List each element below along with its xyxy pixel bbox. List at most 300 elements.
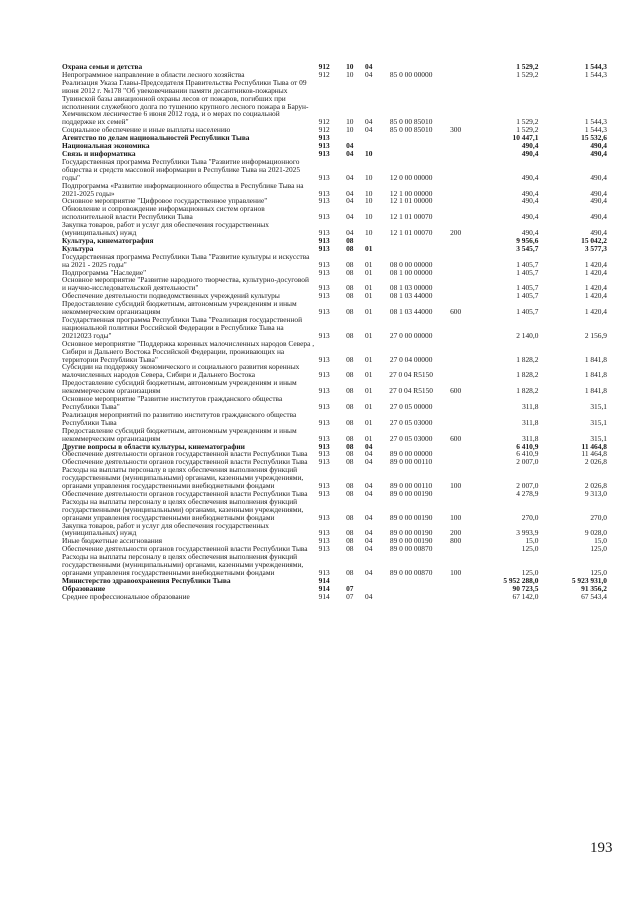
expense-type-code bbox=[443, 585, 468, 593]
table-row bbox=[62, 427, 607, 443]
row-name: Государственная программа Республики Тыва "Развитие культуры и искусства на 2021 - 2025 годы" bbox=[62, 251, 310, 269]
section-code: 04 bbox=[346, 212, 354, 222]
amount-year-1: 311,8 bbox=[522, 417, 539, 427]
amount-year-1: 490,4 bbox=[521, 196, 539, 206]
ved-code: 913 bbox=[318, 370, 330, 380]
amount-year-1: 3 993,9 bbox=[516, 528, 539, 538]
section-code: 08 bbox=[346, 283, 354, 293]
section-code: 08 bbox=[346, 441, 354, 451]
expense-type-code bbox=[443, 71, 468, 79]
amount-year-2: 490,4 bbox=[590, 228, 607, 238]
row-name: Министерство здравоохранения Республики Тыва bbox=[62, 575, 231, 585]
amount-year-2: 15 532,6 bbox=[581, 133, 607, 143]
row-name: Предоставление субсидий бюджетным, автономным учреждениям и иным некоммерческим организациям bbox=[62, 299, 297, 317]
amount-year-2: 315,1 bbox=[590, 433, 607, 443]
section-code: 08 bbox=[346, 267, 354, 277]
target-article-code bbox=[379, 593, 443, 601]
expense-type-code: 800 bbox=[450, 536, 462, 546]
target-article-code: 89 0 00 00110 bbox=[390, 457, 433, 467]
expense-type-code bbox=[443, 340, 468, 364]
subsection-code: 01 bbox=[365, 386, 373, 396]
ved-code: 913 bbox=[318, 528, 330, 538]
amount-year-1: 490,4 bbox=[521, 188, 539, 198]
subsection-code: 04 bbox=[365, 488, 373, 498]
section-code: 08 bbox=[346, 488, 354, 498]
section-code: 08 bbox=[346, 536, 354, 546]
amount-year-2: 5 923 931,0 bbox=[571, 575, 607, 585]
amount-year-2: 1 420,4 bbox=[584, 307, 607, 317]
row-name: Культура, кинематография bbox=[62, 235, 154, 245]
expense-type-code: 600 bbox=[450, 386, 462, 396]
amount-year-1: 1 405,7 bbox=[516, 283, 539, 293]
expense-type-code: 600 bbox=[450, 307, 462, 317]
page-number: 193 bbox=[590, 840, 613, 856]
subsection-code: 10 bbox=[365, 212, 373, 222]
expense-type-code: 300 bbox=[450, 125, 462, 135]
amount-year-2: 1 544,3 bbox=[584, 117, 607, 127]
section-code: 08 bbox=[346, 433, 354, 443]
target-article-code: 27 0 04 R5150 bbox=[389, 370, 433, 380]
table-row bbox=[62, 379, 607, 395]
section-code: 04 bbox=[346, 196, 354, 206]
target-article-code bbox=[379, 150, 443, 158]
expense-type-code bbox=[443, 245, 468, 253]
row-name: Реализация Указа Главы-Председателя Правительства Республики Тыва от 09 июня 2012 г. №178 "Об увековечивании памяти десантников-пожарных Тувинской базы авиационной охраны лесов от пожаров, погибших при исполнении служебного долга по тушению крупного лесного пожара в Барун-Хемчикском лесничестве 6 июня 2012 года, и о мерах по социальной поддержке их семей" bbox=[62, 77, 309, 127]
target-article-code: 27 0 00 00000 bbox=[389, 330, 433, 340]
ved-code: 913 bbox=[318, 568, 330, 577]
expense-type-code bbox=[443, 577, 468, 585]
amount-year-1: 6 410,9 bbox=[516, 441, 539, 451]
target-article-code: 27 0 04 R5150 bbox=[389, 386, 433, 396]
amount-year-1: 2 007,0 bbox=[516, 457, 539, 467]
ved-code: 914 bbox=[318, 583, 330, 593]
row-name: Закупка товаров, работ и услуг для обеспечения государственных (муниципальных) нужд bbox=[62, 220, 269, 238]
ved-code: 913 bbox=[318, 235, 330, 245]
table-row bbox=[62, 340, 607, 364]
amount-year-2: 11 464,8 bbox=[581, 449, 607, 459]
table-row bbox=[62, 498, 607, 522]
section-code: 08 bbox=[346, 235, 354, 245]
section-code: 08 bbox=[346, 291, 354, 301]
amount-year-1: 4 278,9 bbox=[516, 488, 539, 498]
section-code: 10 bbox=[346, 62, 354, 71]
amount-year-1: 15,0 bbox=[525, 536, 539, 546]
ved-code: 913 bbox=[318, 433, 330, 443]
expense-type-code bbox=[443, 450, 468, 458]
subsection-code bbox=[359, 134, 379, 142]
ved-code: 913 bbox=[318, 172, 330, 182]
amount-year-2: 1 420,4 bbox=[584, 259, 607, 269]
row-name: Национальная экономика bbox=[62, 141, 150, 151]
expense-type-code: 600 bbox=[450, 433, 462, 443]
expense-type-code: 100 bbox=[450, 568, 462, 577]
row-name: Государственная программа Республики Тыва "Развитие информационного общества и средств массовой информации в Республике Тыва на 2021-2025 годы" bbox=[62, 156, 301, 182]
expense-type-code bbox=[443, 443, 468, 451]
amount-year-1: 6 410,9 bbox=[516, 449, 539, 459]
table-row bbox=[62, 79, 607, 126]
subsection-code bbox=[359, 577, 379, 585]
expense-type-code bbox=[443, 182, 468, 198]
ved-code: 913 bbox=[318, 267, 330, 277]
table-row bbox=[62, 300, 607, 316]
subsection-code: 04 bbox=[365, 512, 373, 522]
target-article-code bbox=[379, 585, 443, 593]
subsection-code: 01 bbox=[365, 283, 373, 293]
section-code: 08 bbox=[346, 481, 354, 491]
table-row bbox=[62, 466, 607, 490]
expense-type-code: 200 bbox=[450, 528, 462, 538]
expense-type-code bbox=[443, 292, 468, 300]
amount-year-2: 15,0 bbox=[594, 536, 607, 546]
ved-code: 913 bbox=[318, 512, 330, 522]
amount-year-2: 2 026,8 bbox=[584, 457, 607, 467]
expense-type-code bbox=[443, 205, 468, 221]
ved-code: 913 bbox=[318, 228, 330, 238]
amount-year-1: 9 956,6 bbox=[516, 235, 539, 245]
target-article-code bbox=[379, 142, 443, 150]
row-name: Обновление и сопровождение информационных систем органов исполнительной власти Республики Тыва bbox=[62, 204, 265, 222]
target-article-code: 89 0 00 00110 bbox=[390, 481, 433, 491]
section-code: 10 bbox=[346, 125, 354, 135]
row-name: Культура bbox=[62, 243, 94, 253]
expense-type-code bbox=[443, 237, 468, 245]
amount-year-1: 490,4 bbox=[521, 172, 539, 182]
section-code: 08 bbox=[346, 544, 354, 554]
expense-type-code bbox=[443, 253, 468, 269]
target-article-code bbox=[379, 134, 443, 142]
section-code: 08 bbox=[346, 307, 354, 317]
amount-year-2: 490,4 bbox=[590, 172, 607, 182]
row-name: Подпрограмма «Развитие информационного общества в Республике Тыва на 2021-2025 годы» bbox=[62, 180, 304, 198]
amount-year-1: 1 529,2 bbox=[516, 117, 539, 127]
section-code: 08 bbox=[346, 370, 354, 380]
amount-year-1: 2 007,0 bbox=[516, 481, 539, 491]
row-name: Предоставление субсидий бюджетным, автономным учреждениям и иным некоммерческим организациям bbox=[62, 425, 297, 443]
ved-code: 912 bbox=[318, 69, 330, 79]
ved-code: 913 bbox=[318, 449, 330, 459]
expense-type-code bbox=[443, 197, 468, 205]
target-article-code: 89 0 00 00190 bbox=[389, 488, 433, 498]
target-article-code: 89 0 00 00190 bbox=[389, 512, 433, 522]
ved-code: 913 bbox=[318, 283, 330, 293]
section-code: 08 bbox=[346, 386, 354, 396]
expense-type-code bbox=[443, 276, 468, 292]
target-article-code: 85 0 00 85010 bbox=[389, 117, 433, 127]
subsection-code: 10 bbox=[365, 228, 373, 238]
amount-year-2: 9 313,0 bbox=[584, 488, 607, 498]
ved-code: 913 bbox=[318, 133, 330, 143]
target-article-code: 12 1 01 00000 bbox=[389, 196, 433, 206]
target-article-code bbox=[379, 577, 443, 585]
ved-code: 913 bbox=[318, 417, 330, 427]
budget-table bbox=[62, 63, 607, 601]
ved-code: 913 bbox=[318, 401, 330, 411]
table-row bbox=[62, 522, 607, 538]
amount-year-2: 1 841,8 bbox=[584, 386, 607, 396]
section-code: 04 bbox=[346, 141, 354, 151]
amount-year-1: 490,4 bbox=[521, 141, 539, 151]
table-row bbox=[62, 593, 607, 601]
subsection-code: 04 bbox=[365, 536, 373, 546]
amount-year-2: 3 577,3 bbox=[584, 243, 607, 253]
row-name: Субсидии на поддержку экономического и социального развития коренных малочисленных народов Севера, Сибири и Дальнего Востока bbox=[62, 362, 300, 380]
ved-code: 913 bbox=[318, 196, 330, 206]
expense-type-code bbox=[443, 411, 468, 427]
expense-type-code bbox=[443, 269, 468, 277]
subsection-code: 01 bbox=[365, 243, 373, 253]
target-article-code: 85 0 00 00000 bbox=[389, 69, 433, 79]
row-name: Основное мероприятие "Поддержка коренных малочисленных народов Севера , Сибири и Дальнего Востока Российской Федерации, проживающих на территории Республики Тыва" bbox=[62, 338, 315, 364]
ved-code: 913 bbox=[318, 441, 330, 451]
subsection-code: 04 bbox=[365, 457, 373, 467]
expense-type-code bbox=[443, 363, 468, 379]
expense-type-code bbox=[443, 316, 468, 340]
ved-code: 913 bbox=[318, 212, 330, 222]
row-name: Предоставление субсидий бюджетным, автономным учреждениям и иным некоммерческим организациям bbox=[62, 378, 297, 396]
row-name: Закупка товаров, работ и услуг для обеспечения государственных (муниципальных) нужд bbox=[62, 520, 269, 538]
amount-year-2: 1 841,8 bbox=[584, 354, 607, 364]
section-code: 04 bbox=[346, 228, 354, 238]
amount-year-1: 10 447,1 bbox=[512, 133, 539, 143]
row-name: Обеспечение деятельности подведомственных учреждений культуры bbox=[62, 291, 280, 301]
expense-type-code bbox=[443, 134, 468, 142]
amount-year-1: 90 723,5 bbox=[512, 583, 539, 593]
row-name: Связь и информатика bbox=[62, 148, 136, 158]
subsection-code: 01 bbox=[365, 401, 373, 411]
table-row bbox=[62, 253, 607, 269]
row-name: Расходы на выплаты персоналу в целях обеспечения выполнения функций государственными (муниципальными) органами, казенными учреждениями, органами управления государственными внебюджетными фондами bbox=[62, 465, 304, 491]
amount-year-1: 125,0 bbox=[521, 568, 539, 577]
section-code: 08 bbox=[346, 354, 354, 364]
target-article-code: 12 0 00 00000 bbox=[389, 172, 433, 182]
section-code: 04 bbox=[346, 188, 354, 198]
amount-year-2: 490,4 bbox=[590, 188, 607, 198]
table-row bbox=[62, 316, 607, 340]
amount-year-1: 2 140,0 bbox=[516, 330, 539, 340]
amount-year-2: 1 544,3 bbox=[584, 69, 607, 79]
amount-year-2: 1 420,4 bbox=[584, 283, 607, 293]
ved-code: 913 bbox=[318, 330, 330, 340]
subsection-code: 01 bbox=[365, 267, 373, 277]
amount-year-1: 1 529,2 bbox=[516, 69, 539, 79]
ved-code: 913 bbox=[318, 259, 330, 269]
amount-year-2: 91 356,2 bbox=[581, 583, 607, 593]
amount-year-1: 1 405,7 bbox=[516, 291, 539, 301]
amount-year-2: 270,0 bbox=[590, 512, 607, 522]
ved-code: 913 bbox=[318, 307, 330, 317]
row-name: Агентство по делам национальностей Республики Тыва bbox=[62, 133, 250, 143]
ved-code: 913 bbox=[318, 536, 330, 546]
amount-year-2: 2 156,9 bbox=[584, 330, 607, 340]
budget-table-body bbox=[62, 63, 607, 601]
subsection-code: 10 bbox=[365, 196, 373, 206]
row-name: Основное мероприятие "Развитие народного творчества, культурно-досуговой и научно-исследовательской деятельности" bbox=[62, 275, 309, 293]
amount-year-1: 1 828,2 bbox=[516, 354, 539, 364]
subsection-code: 04 bbox=[365, 591, 373, 601]
subsection-code: 04 bbox=[365, 62, 373, 71]
target-article-code: 12 1 00 00000 bbox=[389, 188, 433, 198]
subsection-code: 04 bbox=[365, 69, 373, 79]
amount-year-2: 1 544,3 bbox=[584, 62, 607, 71]
section-code: 10 bbox=[346, 69, 354, 79]
ved-code: 913 bbox=[318, 354, 330, 364]
ved-code: 914 bbox=[318, 591, 330, 601]
amount-year-2: 67 543,4 bbox=[581, 591, 607, 601]
amount-year-2: 490,4 bbox=[590, 141, 607, 151]
table-row bbox=[62, 205, 607, 221]
ved-code: 913 bbox=[318, 188, 330, 198]
row-name: Расходы на выплаты персоналу в целях обеспечения выполнения функций государственными (муниципальными) органами, казенными учреждениями, органами управления государственными внебюджетными фондами bbox=[62, 496, 304, 522]
section-code: 07 bbox=[346, 591, 354, 601]
ved-code: 912 bbox=[318, 117, 330, 127]
section-code: 08 bbox=[346, 330, 354, 340]
ved-code: 914 bbox=[318, 575, 330, 585]
row-name: Другие вопросы в области культуры, кинематографии bbox=[62, 441, 245, 451]
target-article-code: 08 1 03 44000 bbox=[389, 291, 433, 301]
row-name: Среднее профессиональное образование bbox=[62, 591, 190, 601]
section-code: 08 bbox=[346, 401, 354, 411]
amount-year-2: 15 042,2 bbox=[581, 235, 607, 245]
target-article-code: 12 1 01 00070 bbox=[389, 212, 433, 222]
subsection-code: 10 bbox=[365, 188, 373, 198]
section-code: 08 bbox=[346, 512, 354, 522]
amount-year-1: 490,4 bbox=[521, 212, 539, 222]
target-article-code: 08 1 00 00000 bbox=[389, 267, 433, 277]
amount-year-1: 1 828,2 bbox=[516, 386, 539, 396]
row-name: Образование bbox=[62, 583, 106, 593]
row-name: Обеспечение деятельности органов государственной власти Республики Тыва bbox=[62, 544, 308, 554]
row-name: Расходы на выплаты персоналу в целях обеспечения выполнения функций государственными (муниципальными) органами, казенными учреждениями, органами управления государственными внебюджетными фондами bbox=[62, 552, 304, 577]
amount-year-1: 67 142,0 bbox=[512, 591, 539, 601]
subsection-code: 01 bbox=[365, 354, 373, 364]
expense-type-code bbox=[443, 545, 468, 553]
section-code: 08 bbox=[346, 568, 354, 577]
amount-year-2: 1 420,4 bbox=[584, 267, 607, 277]
table-row bbox=[62, 363, 607, 379]
target-article-code: 89 0 00 00870 bbox=[389, 568, 433, 577]
section-code: 08 bbox=[346, 449, 354, 459]
expense-type-code bbox=[443, 395, 468, 411]
amount-year-2: 490,4 bbox=[590, 148, 607, 158]
row-name: Иные бюджетные ассигнования bbox=[62, 536, 163, 546]
table-row bbox=[62, 553, 607, 577]
amount-year-1: 490,4 bbox=[521, 228, 539, 238]
section-code: 08 bbox=[346, 417, 354, 427]
row-name: Обеспечение деятельности органов государственной власти Республики Тыва bbox=[62, 457, 308, 467]
subsection-code: 04 bbox=[365, 441, 373, 451]
row-name: Основное мероприятие "Развитие институтов гражданского общества Республики Тыва" bbox=[62, 394, 283, 411]
expense-type-code bbox=[443, 158, 468, 182]
ved-code: 913 bbox=[318, 291, 330, 301]
ved-code: 912 bbox=[318, 125, 330, 135]
target-article-code: 85 0 00 85010 bbox=[389, 125, 433, 135]
table-row bbox=[62, 182, 607, 198]
expense-type-code bbox=[443, 490, 468, 498]
row-name: Обеспечение деятельности органов государственной власти Республики Тыва bbox=[62, 488, 308, 498]
expense-type-code bbox=[443, 593, 468, 601]
subsection-code: 01 bbox=[365, 291, 373, 301]
subsection-code: 10 bbox=[365, 172, 373, 182]
row-name: Реализация мероприятий по развитию институтов гражданского общества Республики Тыва bbox=[62, 409, 297, 427]
section-code: 08 bbox=[346, 528, 354, 538]
subsection-code: 01 bbox=[365, 259, 373, 269]
row-name: Непрограммное направление в области лесного хозяйства bbox=[62, 69, 245, 79]
table-row bbox=[62, 395, 607, 411]
section-code: 04 bbox=[346, 148, 354, 158]
amount-year-1: 1 529,2 bbox=[516, 125, 539, 135]
amount-year-1: 490,4 bbox=[521, 148, 539, 158]
ved-code: 913 bbox=[318, 481, 330, 491]
subsection-code: 01 bbox=[365, 307, 373, 317]
expense-type-code bbox=[443, 79, 468, 126]
target-article-code: 89 0 00 00190 bbox=[389, 536, 433, 546]
expense-type-code: 100 bbox=[450, 512, 462, 522]
target-article-code: 89 0 00 00000 bbox=[389, 449, 433, 459]
row-name: Обеспечение деятельности органов государственной власти Республики Тыва bbox=[62, 449, 308, 459]
target-article-code: 08 1 03 44000 bbox=[389, 307, 433, 317]
target-article-code: 89 0 00 00870 bbox=[389, 544, 433, 554]
row-name: Государственная программа Республики Тыва "Реализация государственной национальной политики Российской Федерации в Республике Тыва на 20212023 годы" bbox=[62, 315, 303, 340]
subsection-code: 04 bbox=[365, 481, 373, 491]
section-code: 08 bbox=[346, 243, 354, 253]
amount-year-2: 1 544,3 bbox=[584, 125, 607, 135]
target-article-code bbox=[379, 237, 443, 245]
target-article-code: 27 0 05 03000 bbox=[389, 417, 433, 427]
expense-type-code bbox=[443, 63, 468, 71]
subsection-code: 04 bbox=[365, 544, 373, 554]
section-code: 07 bbox=[346, 583, 354, 593]
expense-type-code: 200 bbox=[450, 228, 462, 238]
subsection-code: 01 bbox=[365, 433, 373, 443]
amount-year-2: 1 841,8 bbox=[584, 370, 607, 380]
table-row bbox=[62, 221, 607, 237]
amount-year-2: 9 028,0 bbox=[584, 528, 607, 538]
amount-year-2: 11 464,8 bbox=[581, 441, 607, 451]
table-row bbox=[62, 158, 607, 182]
row-name: Основное мероприятие "Цифровое государственное управление" bbox=[62, 196, 268, 206]
ved-code: 913 bbox=[318, 457, 330, 467]
amount-year-2: 1 420,4 bbox=[584, 291, 607, 301]
target-article-code: 08 1 03 00000 bbox=[389, 283, 433, 293]
target-article-code: 89 0 00 00190 bbox=[389, 528, 433, 538]
amount-year-1: 311,8 bbox=[522, 433, 539, 443]
amount-year-1: 1 405,7 bbox=[516, 307, 539, 317]
amount-year-1: 1 405,7 bbox=[516, 267, 539, 277]
section-code: 10 bbox=[346, 117, 354, 127]
table-row bbox=[62, 276, 607, 292]
amount-year-1: 125,0 bbox=[521, 544, 539, 554]
target-article-code: 12 1 01 00070 bbox=[389, 228, 433, 238]
expense-type-code bbox=[443, 458, 468, 466]
row-name: Социальное обеспечение и иные выплаты населению bbox=[62, 125, 231, 135]
expense-type-code: 100 bbox=[450, 481, 462, 491]
section-code: 04 bbox=[346, 172, 354, 182]
amount-year-1: 270,0 bbox=[521, 512, 539, 522]
subsection-code: 10 bbox=[365, 148, 373, 158]
target-article-code: 27 0 05 03000 bbox=[389, 433, 433, 443]
amount-year-1: 311,8 bbox=[522, 401, 539, 411]
ved-code: 912 bbox=[318, 62, 330, 71]
amount-year-1: 1 405,7 bbox=[516, 259, 539, 269]
amount-year-2: 490,4 bbox=[590, 196, 607, 206]
amount-year-1: 1 529,2 bbox=[516, 62, 539, 71]
amount-year-1: 1 828,2 bbox=[516, 370, 539, 380]
target-article-code: 08 0 00 00000 bbox=[389, 259, 433, 269]
amount-year-1: 5 952 288,0 bbox=[503, 575, 539, 585]
subsection-code: 04 bbox=[365, 528, 373, 538]
subsection-code: 04 bbox=[365, 568, 373, 577]
ved-code: 913 bbox=[318, 148, 330, 158]
